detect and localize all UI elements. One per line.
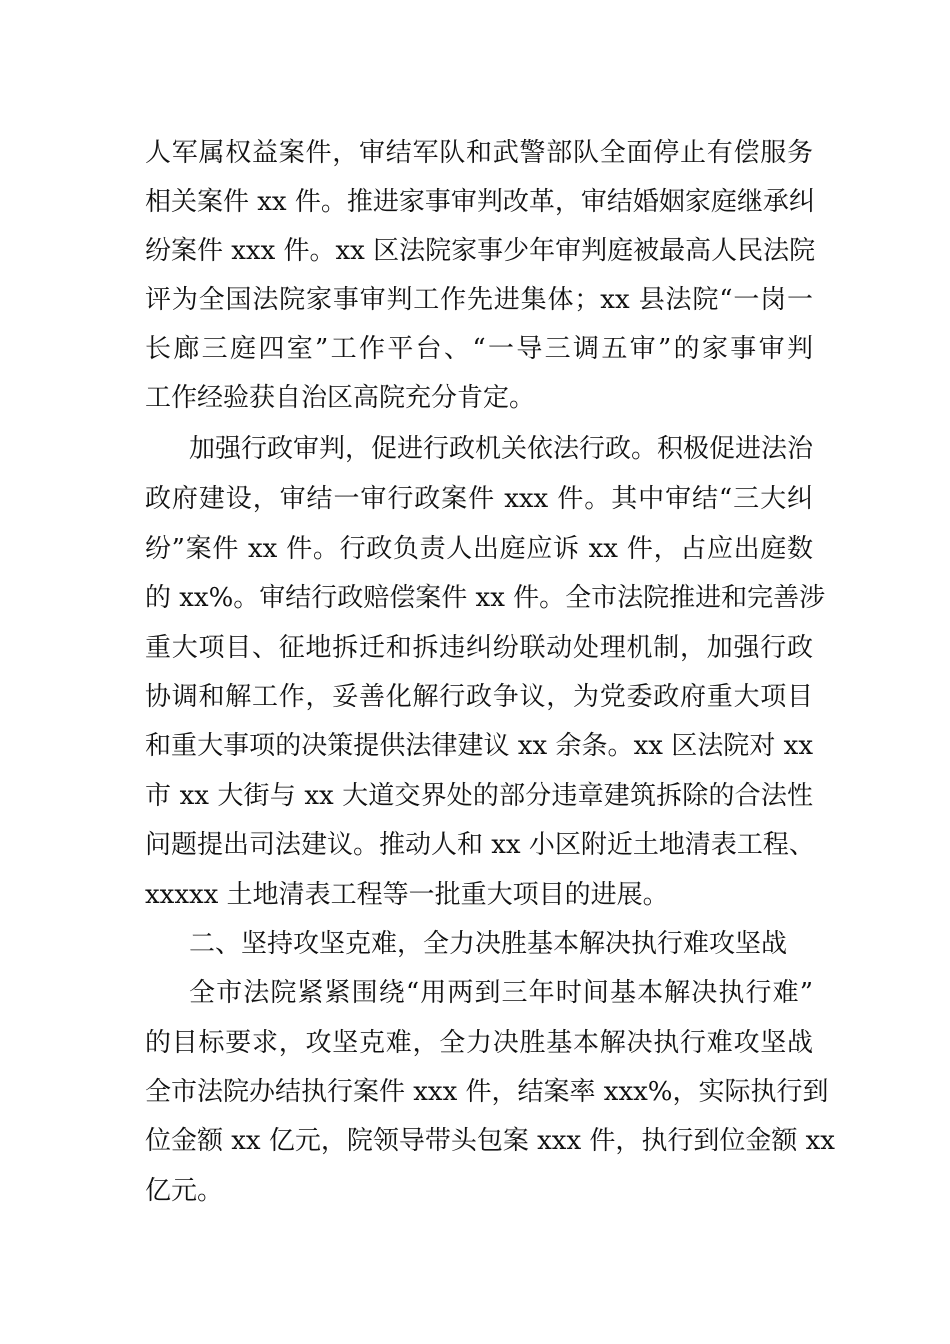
text-line: 协调和解工作，妥善化解行政争议，为党委政府重大项目	[145, 682, 813, 712]
text-line: 位金额 xx 亿元，院领导带头包案 xxx 件，执行到位金额 xx	[145, 1126, 835, 1156]
text-line: 纷”案件 xx 件。行政负责人出庭应诉 xx 件，占应出庭数	[145, 534, 813, 564]
paragraph-first-line: 全市法院紧紧围绕“用两到三年时间基本解决执行难”	[189, 978, 813, 1008]
text-line: 的 xx%。审结行政赔偿案件 xx 件。全市法院推进和完善涉	[145, 583, 826, 613]
text-line: 政府建设，审结一审行政案件 xxx 件。其中审结“三大纠	[145, 484, 813, 514]
text-line: 市 xx 大街与 xx 大道交界处的部分违章建筑拆除的合法性	[145, 781, 813, 811]
text-line: 纷案件 xxx 件。xx 区法院家事少年审判庭被最高人民法院	[145, 236, 816, 266]
text-line: 问题提出司法建议。推动人和 xx 小区附近土地清表工程、	[145, 830, 815, 860]
text-line: 全市法院办结执行案件 xxx 件，结案率 xxx%，实际执行到	[145, 1077, 829, 1107]
text-line: 人军属权益案件，审结军队和武警部队全面停止有偿服务	[145, 138, 813, 168]
text-line: 工作经验获自治区高院充分肯定。	[145, 383, 536, 413]
text-line: 亿元。	[145, 1176, 224, 1206]
text-line: xxxxx 土地清表工程等一批重大项目的进展。	[145, 880, 669, 910]
text-line: 长廊三庭四室”工作平台、“一导三调五审”的家事审判	[145, 334, 813, 364]
text-line: 的目标要求，攻坚克难，全力决胜基本解决执行难攻坚战	[145, 1028, 813, 1058]
text-line: 重大项目、征地拆迁和拆违纠纷联动处理机制，加强行政	[145, 633, 813, 663]
paragraph-first-line: 加强行政审判，促进行政机关依法行政。积极促进法治	[189, 434, 814, 464]
text-line: 和重大事项的决策提供法律建议 xx 余条。xx 区法院对 xx	[145, 731, 813, 761]
text-line: 相关案件 xx 件。推进家事审判改革，审结婚姻家庭继承纠	[145, 187, 815, 217]
text-line: 评为全国法院家事审判工作先进集体；xx 县法院“一岗一	[145, 285, 813, 315]
section-heading: 二、坚持攻坚克难，全力决胜基本解决执行难攻坚战	[189, 929, 788, 959]
